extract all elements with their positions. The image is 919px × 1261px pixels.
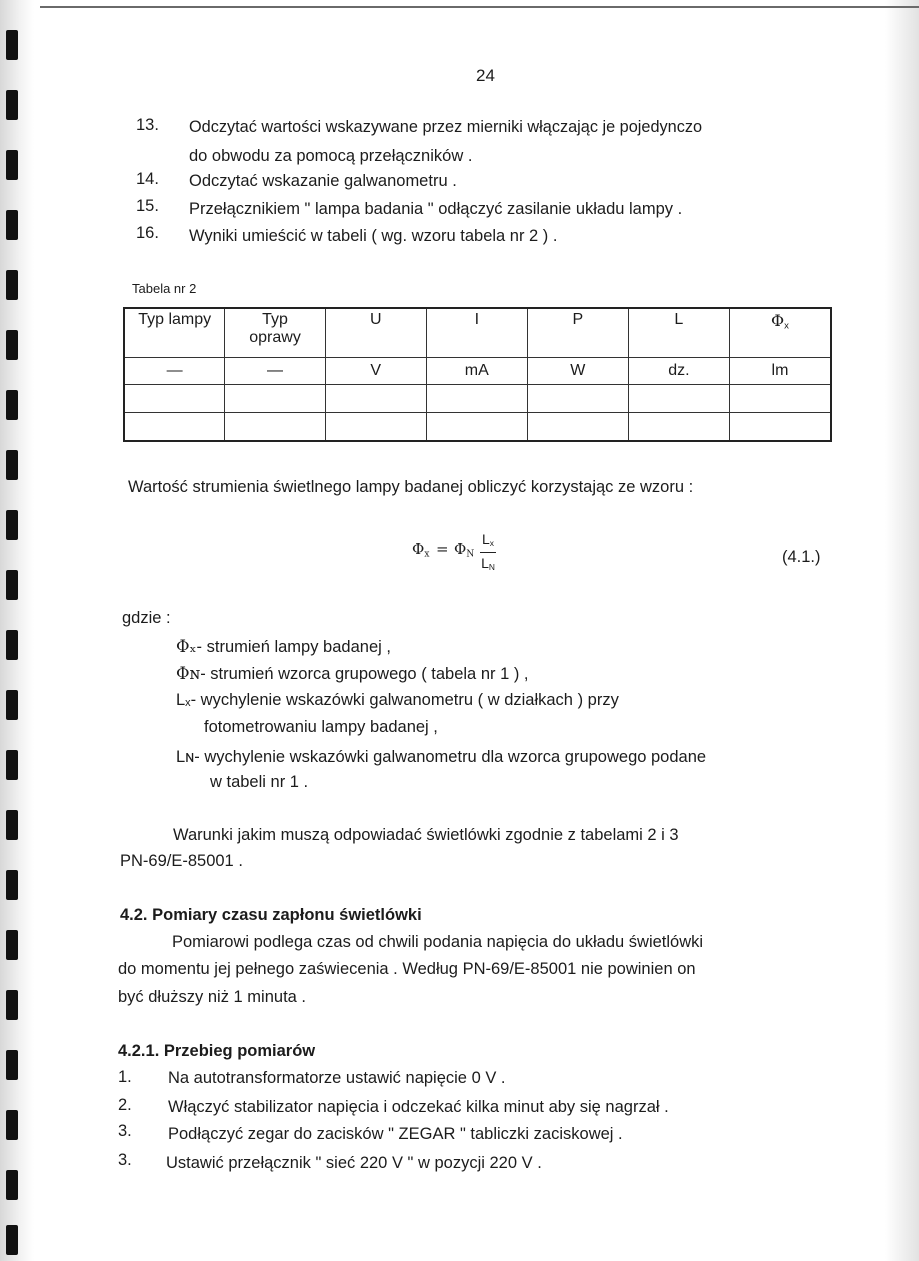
step-number: 15. bbox=[136, 197, 159, 215]
formula-rhs: $\Phi_N$ bbox=[454, 540, 475, 560]
def-l-n-cont: w tabeli nr 1 . bbox=[210, 773, 309, 791]
header-typ: Typ bbox=[262, 311, 288, 328]
table-caption: Tabela nr 2 bbox=[132, 281, 197, 296]
step-text: Odczytać wartości wskazywane przez mierniki włączając je pojedynczo bbox=[189, 118, 703, 136]
def-l-x-cont: fotometrowaniu lampy badanej , bbox=[204, 718, 438, 736]
step-text: Przełącznikiem " lampa badania " odłączyć zasilanie układu lampy . bbox=[189, 200, 683, 218]
formula-lhs: $\Phi_x$ bbox=[412, 540, 430, 560]
header-phi-sub: x bbox=[784, 320, 789, 332]
header-cell bbox=[325, 308, 426, 358]
section-4-2-line1: Pomiarowi podlega czas od chwili podania napięcia do układu świetlówki bbox=[172, 933, 704, 951]
step-text: Ustawić przełącznik " sieć 220 V " w pozycji 220 V . bbox=[166, 1154, 542, 1172]
header-cell bbox=[225, 308, 325, 358]
unit-cell: — bbox=[124, 358, 225, 385]
step-number: 14. bbox=[136, 170, 159, 188]
section-4-2-line2: do momentu jej pełnego zaświecenia . Według PN-69/E-85001 nie powinien on bbox=[118, 960, 696, 978]
step-number: 1. bbox=[118, 1068, 132, 1086]
step-text: Podłączyć zegar do zacisków " ZEGAR " tabliczki zaciskowej . bbox=[168, 1125, 623, 1143]
step-number: 2. bbox=[118, 1096, 132, 1114]
table-row bbox=[124, 385, 831, 413]
step-number: 3. bbox=[118, 1151, 132, 1169]
header-oprawy: oprawy bbox=[249, 329, 301, 346]
def-l-x: Lₓ- wychylenie wskazówki galwanometru ( w działkach ) przy bbox=[176, 691, 619, 709]
formula-intro: Wartość strumienia świetlnego lampy badanej obliczyć korzystając ze wzoru : bbox=[128, 478, 694, 496]
header-typ-lampy: Typ lampy bbox=[138, 311, 212, 328]
section-4-2-1-title: 4.2.1. Przebieg pomiarów bbox=[118, 1042, 316, 1060]
table-row bbox=[124, 413, 831, 442]
header-cell bbox=[527, 308, 628, 358]
header-l: L bbox=[674, 311, 684, 328]
step-text: Włączyć stabilizator napięcia i odczekać kilka minut aby się nagrzał . bbox=[168, 1098, 669, 1116]
ring-binding bbox=[0, 0, 34, 1261]
step-number: 16. bbox=[136, 224, 159, 242]
header-cell bbox=[124, 308, 225, 358]
gdzie-label: gdzie : bbox=[122, 609, 171, 627]
results-table bbox=[123, 307, 832, 442]
table-units-row bbox=[124, 358, 831, 385]
step-number: 13. bbox=[136, 116, 159, 134]
page-number: 24 bbox=[476, 66, 495, 85]
unit-cell: W bbox=[527, 358, 628, 385]
table-header-row bbox=[124, 308, 831, 358]
warunki-line2: PN-69/E-85001 . bbox=[120, 852, 243, 870]
unit-cell: V bbox=[325, 358, 426, 385]
header-cell bbox=[628, 308, 729, 358]
section-4-2-title: 4.2. Pomiary czasu zapłonu świetlówki bbox=[120, 906, 422, 924]
page-edge-shadow bbox=[885, 0, 919, 1261]
formula-label: (4.1.) bbox=[782, 548, 821, 566]
step-text: Odczytać wskazanie galwanometru . bbox=[189, 172, 457, 190]
header-cell bbox=[729, 308, 831, 358]
unit-cell: — bbox=[225, 358, 325, 385]
formula bbox=[412, 530, 522, 580]
step-number: 3. bbox=[118, 1122, 132, 1140]
header-phi: Φ bbox=[771, 311, 785, 330]
formula-fraction bbox=[480, 530, 496, 577]
step-text: Na autotransformatorze ustawić napięcie 0 V . bbox=[168, 1069, 506, 1087]
unit-cell: lm bbox=[729, 358, 831, 385]
step-text-cont: do obwodu za pomocą przełączników . bbox=[189, 147, 473, 165]
def-l-n: Lɴ- wychylenie wskazówki galwanometru dla wzorca grupowego podane bbox=[176, 748, 707, 766]
page-top-edge bbox=[40, 6, 919, 8]
fraction-denominator: $L_N$ bbox=[481, 555, 495, 573]
step-text: Wyniki umieścić w tabeli ( wg. wzoru tabela nr 2 ) . bbox=[189, 227, 558, 245]
warunki-line1: Warunki jakim muszą odpowiadać świetlówki zgodnie z tabelami 2 i 3 bbox=[173, 826, 679, 844]
fraction-numerator: $L_x$ bbox=[480, 530, 496, 553]
section-4-2-line3: być dłuższy niż 1 minuta . bbox=[118, 988, 306, 1006]
def-phi-x: Φₓ- strumień lampy badanej , bbox=[176, 637, 391, 656]
formula-equals: = bbox=[436, 540, 449, 558]
unit-cell: mA bbox=[426, 358, 527, 385]
header-i: I bbox=[474, 311, 480, 328]
def-phi-n: Φɴ- strumień wzorca grupowego ( tabela nr 1 ) , bbox=[176, 664, 529, 683]
header-cell bbox=[426, 308, 527, 358]
unit-cell: dz. bbox=[628, 358, 729, 385]
header-u: U bbox=[369, 311, 382, 328]
header-p: P bbox=[572, 311, 584, 328]
